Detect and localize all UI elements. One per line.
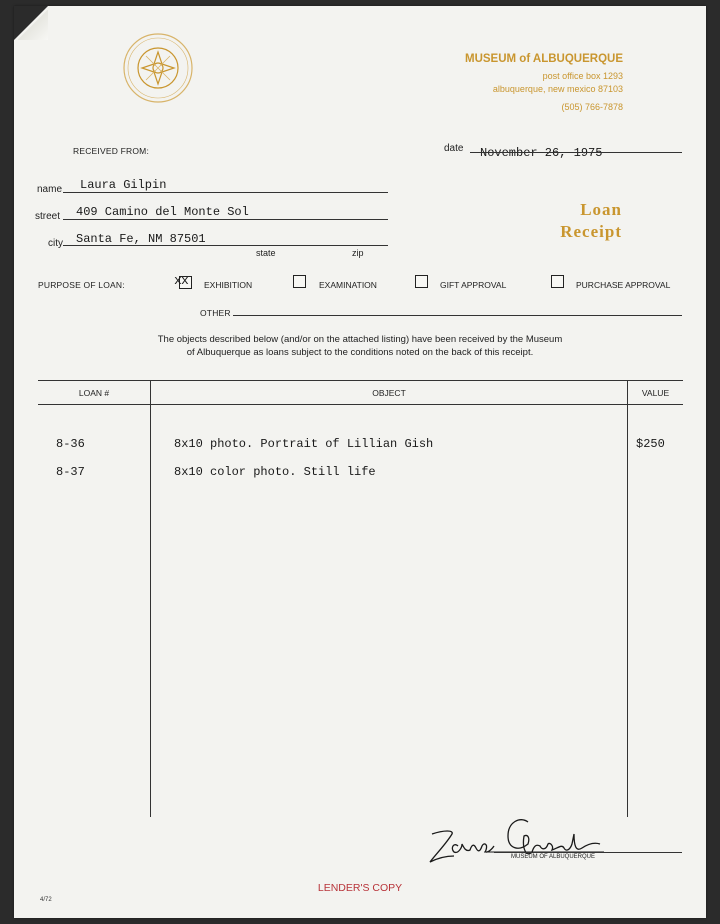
statement-line1: The objects described below (and/or on the attached listing) have been received by the Museum xyxy=(157,334,563,345)
received-from-label: RECEIVED FROM: xyxy=(73,146,150,156)
street-value: 409 Camino del Monte Sol xyxy=(76,205,249,219)
row1-object: 8x10 photo. Portrait of Lillian Gish xyxy=(174,437,434,451)
name-label: name xyxy=(37,184,63,195)
examination-checkbox[interactable] xyxy=(293,275,306,288)
other-label: OTHER xyxy=(200,308,231,318)
city-value: Santa Fe, NM 87501 xyxy=(76,232,206,246)
row2-object: 8x10 color photo. Still life xyxy=(174,465,376,479)
row1-loan-number: 8-36 xyxy=(56,437,85,451)
date-value: November 26, 1975 xyxy=(480,146,603,160)
purchase-approval-checkbox[interactable] xyxy=(551,275,564,288)
street-line xyxy=(63,219,388,220)
table-divider-1 xyxy=(150,380,151,817)
title-loan: Loan xyxy=(580,200,622,219)
gift-approval-label: GIFT APPROVAL xyxy=(440,280,507,290)
exhibition-label: EXHIBITION xyxy=(204,280,253,290)
corner-fold-underside xyxy=(18,10,48,40)
exhibition-mark-2: x xyxy=(181,273,189,288)
table-divider-2 xyxy=(627,380,628,817)
museum-name: MUSEUM of ALBUQUERQUE xyxy=(464,53,623,65)
city-label: city xyxy=(48,238,63,249)
purpose-label: PURPOSE OF LOAN: xyxy=(38,280,125,290)
museum-seal xyxy=(122,30,194,106)
zip-label: zip xyxy=(352,248,364,258)
lenders-copy-label: LENDER'S COPY xyxy=(317,882,403,894)
exhibition-mark: x xyxy=(174,273,182,288)
date-label: date xyxy=(444,143,464,154)
header-loan-number: LOAN # xyxy=(78,388,110,398)
purchase-approval-label: PURCHASE APPROVAL xyxy=(576,280,671,290)
row2-loan-number: 8-37 xyxy=(56,465,85,479)
signature-line xyxy=(494,852,682,853)
museum-phone: (505) 766-7878 xyxy=(561,102,623,112)
examination-label: EXAMINATION xyxy=(319,280,377,290)
signature-caption: MUSEUM OF ALBUQUERQUE xyxy=(510,854,595,860)
date-line xyxy=(470,152,682,153)
museum-address-line2: albuquerque, new mexico 87103 xyxy=(492,84,623,94)
document-page xyxy=(14,6,706,918)
header-object: OBJECT xyxy=(372,388,406,398)
city-line xyxy=(63,245,388,246)
header-value: VALUE xyxy=(641,388,670,398)
name-value: Laura Gilpin xyxy=(80,178,167,192)
gift-approval-checkbox[interactable] xyxy=(415,275,428,288)
street-label: street xyxy=(35,211,61,222)
name-line xyxy=(63,192,388,193)
seal-text xyxy=(122,104,194,105)
form-code: 4/72 xyxy=(40,897,52,903)
table-header-rule xyxy=(38,404,683,405)
museum-address-line1: post office box 1293 xyxy=(542,71,623,81)
state-label: state xyxy=(256,248,276,258)
row1-value: $250 xyxy=(636,437,665,451)
other-line xyxy=(233,315,682,316)
title-receipt: Receipt xyxy=(560,222,622,241)
table-top-rule xyxy=(38,380,683,381)
statement-line2: of Albuquerque as loans subject to the conditions noted on the back of this receipt. xyxy=(186,347,534,358)
